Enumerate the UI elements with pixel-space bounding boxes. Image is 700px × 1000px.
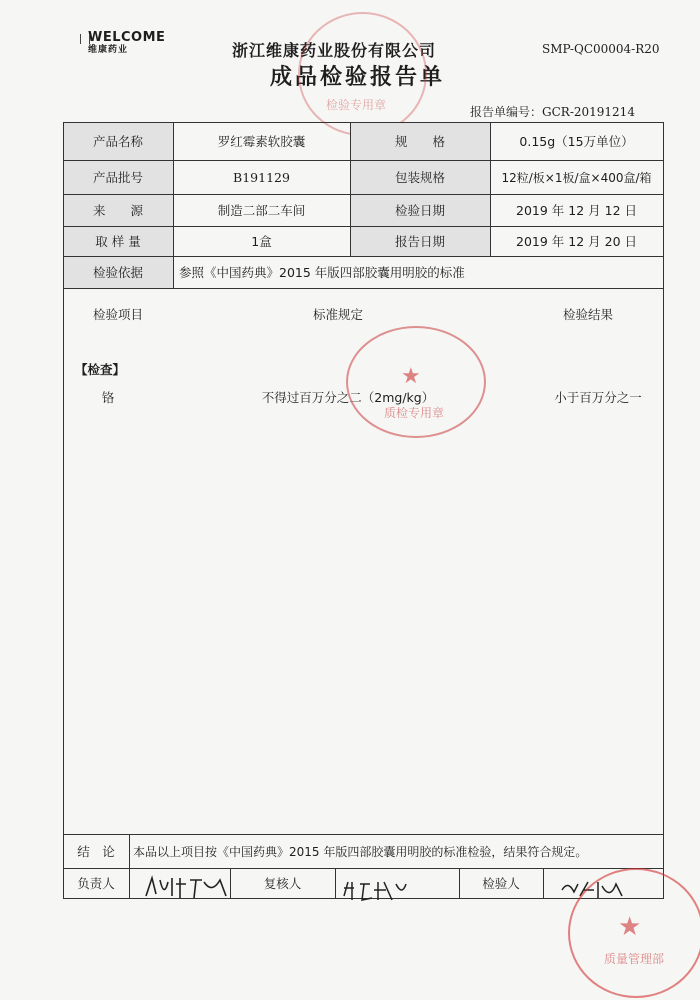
company-name: 浙江维康药业股份有限公司: [232, 41, 437, 60]
inspector-label: 检验人: [482, 876, 520, 891]
reviewer-label: 复核人: [263, 876, 302, 891]
report-number-value: GCR-20191214: [542, 105, 635, 119]
document-code: SMP-QC00004-R20: [542, 42, 660, 56]
conclusion-label: 结 论: [77, 844, 115, 859]
pack-label: 包装规格: [394, 170, 445, 185]
spec-value: 0.15g（15万单位）: [519, 134, 634, 149]
source-value: 制造二部二车间: [217, 203, 306, 218]
reviewer-signature: [340, 878, 410, 908]
column-standard-header: 标准规定: [312, 307, 363, 322]
sample-value: 1盒: [251, 234, 272, 249]
company-logo: [88, 30, 166, 56]
batch-label: 产品批号: [92, 170, 143, 185]
batch-value: B191129: [233, 169, 290, 185]
logo-english: WELCOME: [88, 30, 166, 45]
company-stamp-bottom-label: 质量管理部: [604, 952, 665, 966]
logo-chinese: 维康药业: [88, 45, 129, 55]
pack-value: 12粒/板×1板/盒×400盒/箱: [501, 170, 652, 185]
stamp-star-icon-bottom: ★: [618, 912, 642, 942]
inspection-stamp-top: [298, 12, 427, 136]
inspect-date-value: 2019 年 12 月 12 日: [516, 203, 637, 218]
report-title: 成品检验报告单: [270, 65, 446, 90]
inspection-stamp-top-label: 检验专用章: [326, 98, 387, 112]
column-item-header: 检验项目: [92, 307, 143, 322]
product-name-value: 罗红霉素软胶囊: [217, 134, 306, 149]
responsible-label: 负责人: [77, 876, 115, 891]
report-date-label: 报告日期: [394, 234, 445, 249]
stamp-star-icon: ★: [401, 364, 421, 389]
spec-label: 规 格: [394, 134, 445, 149]
inspect-date-label: 检验日期: [394, 203, 445, 218]
responsible-signature: [142, 874, 232, 906]
conclusion-text: 本品以上项目按《中国药典》2015 年版四部胶囊用明胶的标准检验，结果符合规定。: [133, 844, 588, 859]
basis-label: 检验依据: [92, 265, 143, 280]
source-label: 来 源: [92, 203, 143, 218]
result-row-standard: 不得过百万分之二（2mg/kg）: [261, 390, 435, 405]
quality-stamp-middle-label: 质检专用章: [384, 406, 445, 420]
basis-value: 参照《中国药典》2015 年版四部胶囊用明胶的标准: [179, 265, 465, 280]
report-number-label: 报告单编号：: [470, 105, 543, 119]
report-date-value: 2019 年 12 月 20 日: [516, 234, 637, 249]
column-result-header: 检验结果: [562, 307, 613, 322]
section-heading: 【检查】: [75, 362, 126, 377]
sample-label: 取 样 量: [95, 234, 141, 249]
report-number: [470, 103, 635, 120]
report-table: [63, 122, 664, 898]
product-name-label: 产品名称: [92, 134, 143, 149]
result-row-result: 小于百万分之一: [554, 390, 642, 405]
result-row-item: 铬: [101, 390, 115, 405]
